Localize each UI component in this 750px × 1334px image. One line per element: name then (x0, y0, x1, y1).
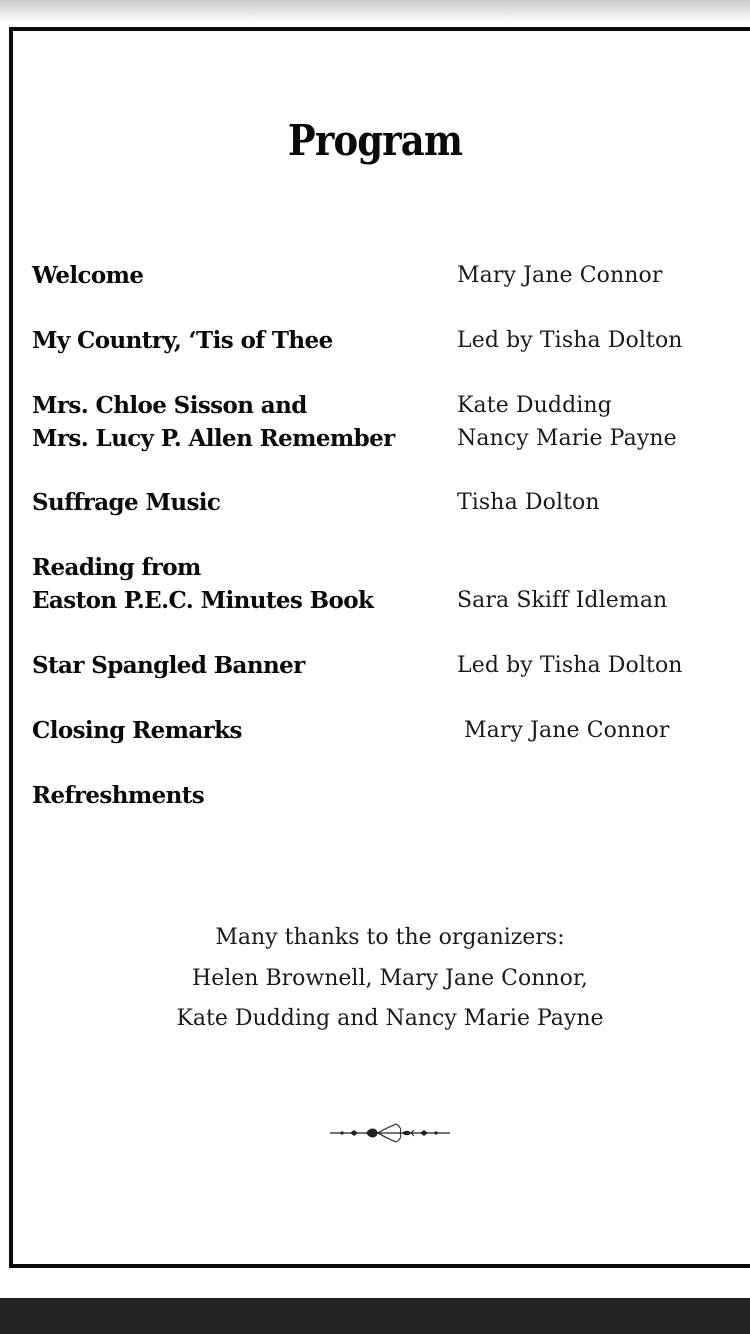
organizers-thanks (0, 918, 750, 1040)
program-page (9, 27, 750, 1268)
presenter-name: Tisha Dolton (457, 490, 600, 515)
top-shadow (0, 0, 750, 22)
program-item-suffrage-music (32, 486, 220, 519)
program-item-title: Mrs. Lucy P. Allen Remember (32, 425, 395, 452)
program-presenter-reading (457, 584, 667, 617)
program-presenter-suffrage-music (457, 486, 600, 519)
thanks-line: Many thanks to the organizers: (215, 925, 565, 950)
bottom-bar (0, 1298, 750, 1334)
thanks-line: Kate Dudding and Nancy Marie Payne (176, 1006, 604, 1031)
program-presenter-welcome (457, 259, 662, 292)
program-item-remember (32, 389, 395, 455)
program-item-title: Suffrage Music (32, 489, 221, 516)
presenter-name: Sara Skiff Idleman (457, 588, 668, 613)
program-presenter-closing-remarks (464, 714, 669, 747)
presenter-name: Mary Jane Connor (464, 718, 670, 743)
thanks-line: Helen Brownell, Mary Jane Connor, (192, 965, 588, 991)
presenter-name: Led by Tisha Dolton (457, 328, 683, 353)
program-item-title: Closing Remarks (32, 717, 242, 744)
program-item-title: Refreshments (32, 782, 205, 809)
program-item-title: Welcome (32, 262, 144, 289)
presenter-name: Nancy Marie Payne (457, 426, 677, 451)
flourish-divider-icon (328, 1120, 452, 1146)
presenter-name: Kate Dudding (457, 393, 612, 418)
program-presenter-star-spangled-banner (457, 649, 683, 682)
page-title: Program (287, 116, 463, 165)
presenter-name: Led by Tisha Dolton (457, 653, 683, 678)
presenter-name: Mary Jane Connor (457, 263, 663, 288)
program-item-title: Star Spangled Banner (32, 652, 305, 679)
program-presenter-my-country (457, 324, 683, 357)
program-item-closing-remarks (32, 714, 242, 747)
program-item-welcome (32, 259, 143, 292)
program-item-refreshments (32, 779, 204, 812)
program-item-star-spangled-banner (32, 649, 305, 682)
program-item-title: Reading from (32, 554, 201, 581)
program-item-title: Mrs. Chloe Sisson and (32, 392, 307, 419)
program-item-my-country (32, 324, 333, 357)
program-item-title: My Country, ‘Tis of Thee (32, 327, 333, 354)
program-item-title: Easton P.E.C. Minutes Book (32, 587, 374, 614)
program-item-reading (32, 551, 373, 617)
program-presenter-remember (457, 389, 677, 455)
